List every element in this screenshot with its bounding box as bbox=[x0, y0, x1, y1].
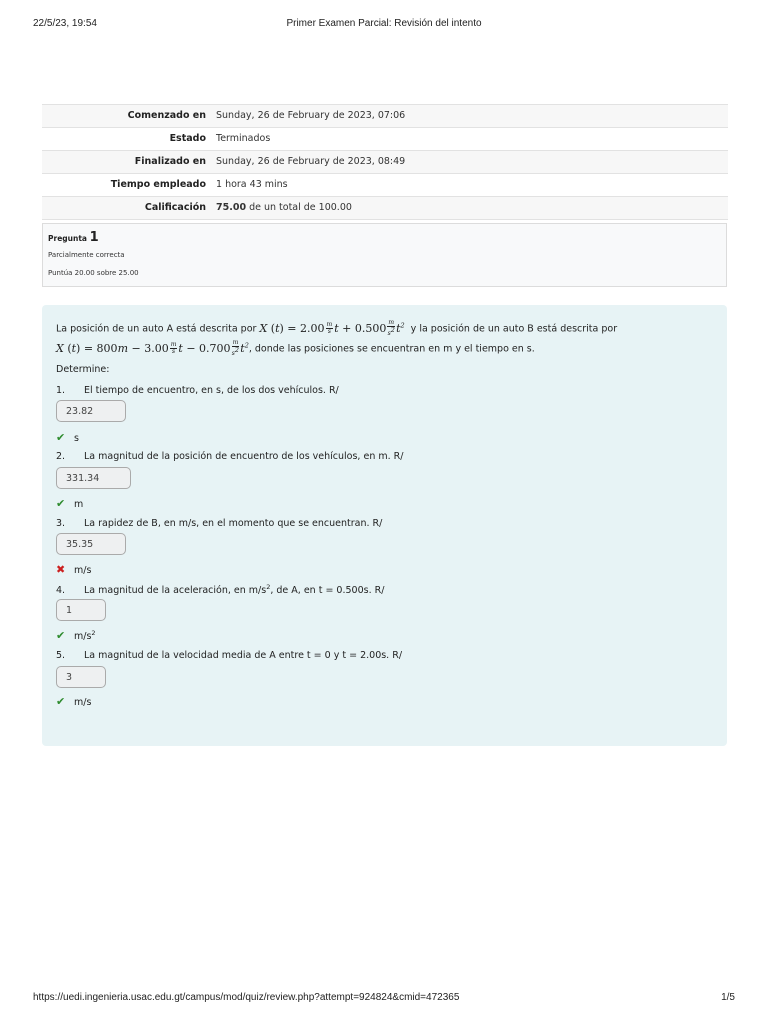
feedback-3: ✖ m/s bbox=[56, 563, 92, 576]
feedback-1: ✔ s bbox=[56, 431, 79, 444]
summary-label: Finalizado en bbox=[134, 156, 206, 167]
print-url: https://uedi.ingenieria.usac.edu.gt/campus/mod/quiz/review.php?attempt=924824&cmid=472365 bbox=[33, 992, 460, 1003]
equation-a: X (t) = 2.00 $\frac{m}{s}$ t + 0.500 $\frac{m}{s^2}$ $t^2$ bbox=[259, 319, 405, 337]
feedback-2: ✔ m bbox=[56, 497, 84, 510]
print-page-title: Primer Examen Parcial: Revisión del intento bbox=[286, 18, 482, 29]
question-intro-line-1: La posición de un auto A está descrita por X (t) = 2.00 $\frac{m}{s}$ t + 0.500 $\frac{m}{s^2}$ $t^2$ y la posición de un auto B está descrita por bbox=[56, 319, 618, 337]
summary-label: Calificación bbox=[144, 202, 206, 213]
answer-field-3[interactable]: 35.35 bbox=[56, 533, 126, 555]
answer-field-2[interactable]: 331.34 bbox=[56, 467, 131, 489]
summary-row bbox=[42, 197, 728, 220]
summary-row bbox=[42, 151, 728, 174]
summary-value: Sunday, 26 de February de 2023, 08:49 bbox=[216, 156, 406, 167]
check-icon: ✔ bbox=[56, 695, 66, 708]
subquestion-1: 1. El tiempo de encuentro, en s, de los dos vehículos. R/ bbox=[56, 385, 339, 396]
summary-row bbox=[42, 128, 728, 151]
summary-row bbox=[42, 105, 728, 128]
answer-field-5[interactable]: 3 bbox=[56, 666, 106, 688]
print-datetime: 22/5/23, 19:54 bbox=[33, 18, 97, 29]
subquestion-4: 4. La magnitud de la aceleración, en $m/s^2$, de A, en t = 0.500s. R/ bbox=[56, 583, 385, 597]
check-icon: ✔ bbox=[56, 497, 66, 510]
question-intro-line-2: X (t) = 800m − 3.00 $\frac{m}{s}$ t − 0.700 $\frac{m}{s^2}$ $t^2$, donde las posiciones se encuentran en m y el tiempo en s. bbox=[56, 339, 535, 357]
summary-value: Sunday, 26 de February de 2023, 07:06 bbox=[216, 110, 406, 121]
answer-field-1[interactable]: 23.82 bbox=[56, 400, 126, 422]
feedback-5: ✔ m/s bbox=[56, 695, 92, 708]
grade-total: de un total de 100.00 bbox=[246, 202, 352, 213]
determine-label: Determine: bbox=[56, 364, 110, 375]
question-grade: Puntúa 20.00 sobre 25.00 bbox=[48, 269, 139, 277]
grade-score: 75.00 bbox=[216, 202, 247, 213]
summary-value: Terminados bbox=[216, 133, 271, 144]
summary-label: Comenzado en bbox=[127, 110, 206, 121]
question-state: Parcialmente correcta bbox=[48, 251, 125, 259]
subquestion-3: 3. La rapidez de B, en m/s, en el momento que se encuentran. R/ bbox=[56, 518, 383, 529]
question-info-box bbox=[42, 223, 727, 287]
check-icon: ✔ bbox=[56, 431, 66, 444]
equation-b: X (t) = 800m − 3.00 $\frac{m}{s}$ t − 0.700 $\frac{m}{s^2}$ $t^2$ bbox=[56, 339, 249, 357]
feedback-4: ✔ $m/s^2$ bbox=[56, 629, 96, 643]
print-page-number: 1/5 bbox=[721, 992, 735, 1003]
check-icon: ✔ bbox=[56, 629, 66, 643]
attempt-summary-table bbox=[42, 104, 728, 220]
summary-value bbox=[211, 197, 728, 220]
subquestion-2: 2. La magnitud de la posición de encuentro de los vehículos, en m. R/ bbox=[56, 451, 404, 462]
cross-icon: ✖ bbox=[56, 563, 66, 576]
subquestion-5: 5. La magnitud de la velocidad media de A entre t = 0 y t = 2.00s. R/ bbox=[56, 650, 403, 661]
question-number: Pregunta 1 bbox=[48, 230, 99, 245]
summary-label: Tiempo empleado bbox=[110, 179, 206, 190]
summary-row bbox=[42, 174, 728, 197]
question-content bbox=[42, 305, 727, 746]
answer-field-4[interactable]: 1 bbox=[56, 599, 106, 621]
summary-label: Estado bbox=[169, 133, 206, 144]
summary-value: 1 hora 43 mins bbox=[216, 179, 288, 190]
